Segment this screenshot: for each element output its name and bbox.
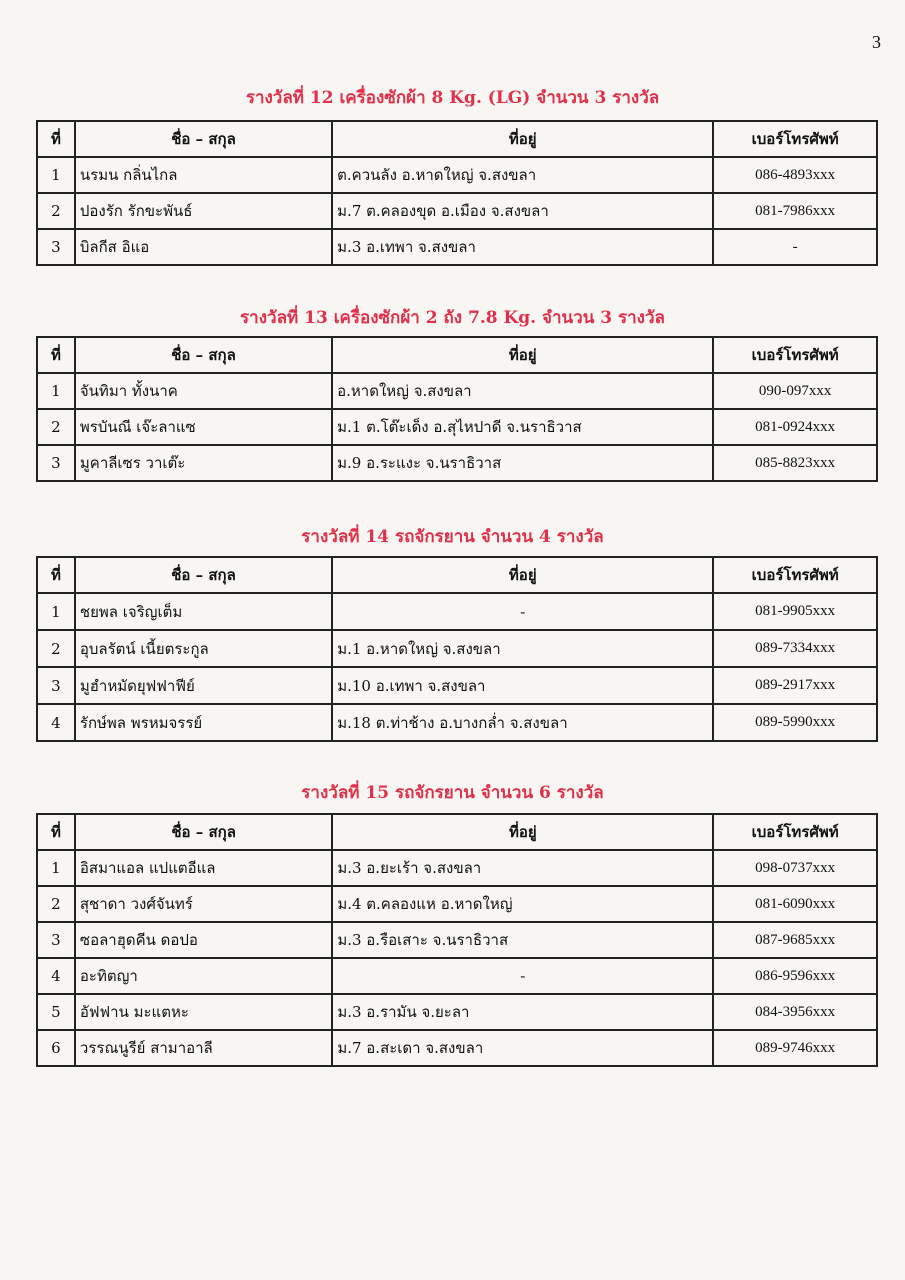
table-header-row: [37, 814, 877, 850]
row-index: 5: [37, 994, 75, 1030]
table-row: [37, 886, 877, 922]
winner-address: ม.1 อ.หาดใหญ่ จ.สงขลา: [332, 630, 713, 667]
header-name: ชื่อ – สกุล: [75, 557, 332, 593]
winner-phone: 089-9746xxx: [713, 1030, 877, 1066]
winner-phone: 086-9596xxx: [713, 958, 877, 994]
winners-table: [36, 336, 878, 482]
winner-address: ม.3 อ.รือเสาะ จ.นราธิวาส: [332, 922, 713, 958]
winner-phone: 098-0737xxx: [713, 850, 877, 886]
winner-name: พรบันณี เจ๊ะลาแซ: [75, 409, 332, 445]
row-index: 4: [37, 958, 75, 994]
table-header-row: [37, 337, 877, 373]
winner-name: วรรณนูรีย์ สามาอาลี: [75, 1030, 332, 1066]
table-header-row: [37, 557, 877, 593]
winner-address: ม.10 อ.เทพา จ.สงขลา: [332, 667, 713, 704]
winner-phone: 081-6090xxx: [713, 886, 877, 922]
winner-phone: 090-097xxx: [713, 373, 877, 409]
header-address: ที่อยู่: [332, 557, 713, 593]
table-row: [37, 667, 877, 704]
winner-phone: 086-4893xxx: [713, 157, 877, 193]
winner-phone: 081-7986xxx: [713, 193, 877, 229]
winner-name: ปองรัก รักขะพันธ์: [75, 193, 332, 229]
header-index: ที่: [37, 121, 75, 157]
table-row: [37, 630, 877, 667]
row-index: 2: [37, 630, 75, 667]
row-index: 2: [37, 409, 75, 445]
winner-phone: 087-9685xxx: [713, 922, 877, 958]
table-row: [37, 229, 877, 265]
winner-phone: -: [713, 229, 877, 265]
winner-name: อัฟฟาน มะแตหะ: [75, 994, 332, 1030]
row-index: 3: [37, 667, 75, 704]
winner-phone: 089-2917xxx: [713, 667, 877, 704]
winner-address: ม.18 ต.ท่าช้าง อ.บางกล่ำ จ.สงขลา: [332, 704, 713, 741]
header-index: ที่: [37, 814, 75, 850]
header-phone: เบอร์โทรศัพท์: [713, 814, 877, 850]
header-address: ที่อยู่: [332, 337, 713, 373]
winner-address: ม.4 ต.คลองแห อ.หาดใหญ่: [332, 886, 713, 922]
winner-address: ม.7 อ.สะเดา จ.สงขลา: [332, 1030, 713, 1066]
table-header-row: [37, 121, 877, 157]
header-address: ที่อยู่: [332, 121, 713, 157]
winner-name: ชยพล เจริญเต็ม: [75, 593, 332, 630]
table-row: [37, 994, 877, 1030]
row-index: 1: [37, 593, 75, 630]
prize-section-title: รางวัลที่ 12 เครื่องซักผ้า 8 Kg. (LG) จำนวน 3 รางวัล: [245, 88, 660, 108]
table-row: [37, 193, 877, 229]
winners-table: [36, 556, 878, 742]
header-name: ชื่อ – สกุล: [75, 337, 332, 373]
row-index: 1: [37, 373, 75, 409]
winner-phone: 085-8823xxx: [713, 445, 877, 481]
winner-address: อ.หาดใหญ่ จ.สงขลา: [332, 373, 713, 409]
prize-section-title: รางวัลที่ 14 รถจักรยาน จำนวน 4 รางวัล: [301, 527, 604, 547]
row-index: 3: [37, 922, 75, 958]
header-name: ชื่อ – สกุล: [75, 121, 332, 157]
table-row: [37, 593, 877, 630]
table-row: [37, 850, 877, 886]
header-name: ชื่อ – สกุล: [75, 814, 332, 850]
winner-name: อะทิตญา: [75, 958, 332, 994]
winner-name: ซอลาฮุดคีน ดอปอ: [75, 922, 332, 958]
winners-table: [36, 813, 878, 1067]
header-address: ที่อยู่: [332, 814, 713, 850]
table-row: [37, 409, 877, 445]
row-index: 6: [37, 1030, 75, 1066]
table-row: [37, 445, 877, 481]
header-index: ที่: [37, 557, 75, 593]
winner-address: ม.3 อ.รามัน จ.ยะลา: [332, 994, 713, 1030]
row-index: 4: [37, 704, 75, 741]
table-row: [37, 922, 877, 958]
winner-name: รักษ์พล พรหมจรรย์: [75, 704, 332, 741]
winner-address: ม.7 ต.คลองขุด อ.เมือง จ.สงขลา: [332, 193, 713, 229]
row-index: 2: [37, 886, 75, 922]
winner-name: นรมน กลิ่นไกล: [75, 157, 332, 193]
header-phone: เบอร์โทรศัพท์: [713, 121, 877, 157]
header-phone: เบอร์โทรศัพท์: [713, 557, 877, 593]
winner-name: สุชาดา วงศ์จันทร์: [75, 886, 332, 922]
header-index: ที่: [37, 337, 75, 373]
page-number: 3: [872, 32, 881, 52]
winner-address: -: [332, 958, 713, 994]
winner-name: มูฮำหมัดยุฟฟาฟีย์: [75, 667, 332, 704]
winner-phone: 081-9905xxx: [713, 593, 877, 630]
winner-name: จันทิมา ทั้งนาค: [75, 373, 332, 409]
winners-table: [36, 120, 878, 266]
winner-phone: 081-0924xxx: [713, 409, 877, 445]
row-index: 3: [37, 445, 75, 481]
winner-name: อุบลรัตน์ เนี้ยตระกูล: [75, 630, 332, 667]
table-row: [37, 373, 877, 409]
winner-phone: 089-7334xxx: [713, 630, 877, 667]
winner-address: ม.3 อ.ยะเร้า จ.สงขลา: [332, 850, 713, 886]
table-row: [37, 704, 877, 741]
winner-name: บิลกีส อิแอ: [75, 229, 332, 265]
prize-section-title: รางวัลที่ 13 เครื่องซักผ้า 2 ถัง 7.8 Kg. จำนวน 3 รางวัล: [240, 308, 665, 328]
winner-address: ม.3 อ.เทพา จ.สงขลา: [332, 229, 713, 265]
table-row: [37, 958, 877, 994]
row-index: 3: [37, 229, 75, 265]
table-row: [37, 1030, 877, 1066]
row-index: 2: [37, 193, 75, 229]
winner-address: ต.ควนลัง อ.หาดใหญ่ จ.สงขลา: [332, 157, 713, 193]
header-phone: เบอร์โทรศัพท์: [713, 337, 877, 373]
winner-address: ม.9 อ.ระแงะ จ.นราธิวาส: [332, 445, 713, 481]
row-index: 1: [37, 850, 75, 886]
winner-address: ม.1 ต.โต๊ะเด็ง อ.สุไหปาดี จ.นราธิวาส: [332, 409, 713, 445]
prize-section-title: รางวัลที่ 15 รถจักรยาน จำนวน 6 รางวัล: [301, 783, 604, 803]
row-index: 1: [37, 157, 75, 193]
winner-name: อิสมาแอล แปแตอีแล: [75, 850, 332, 886]
winner-name: มูคาลีเซร วาเต๊ะ: [75, 445, 332, 481]
winner-phone: 089-5990xxx: [713, 704, 877, 741]
winner-phone: 084-3956xxx: [713, 994, 877, 1030]
winner-address: -: [332, 593, 713, 630]
table-row: [37, 157, 877, 193]
